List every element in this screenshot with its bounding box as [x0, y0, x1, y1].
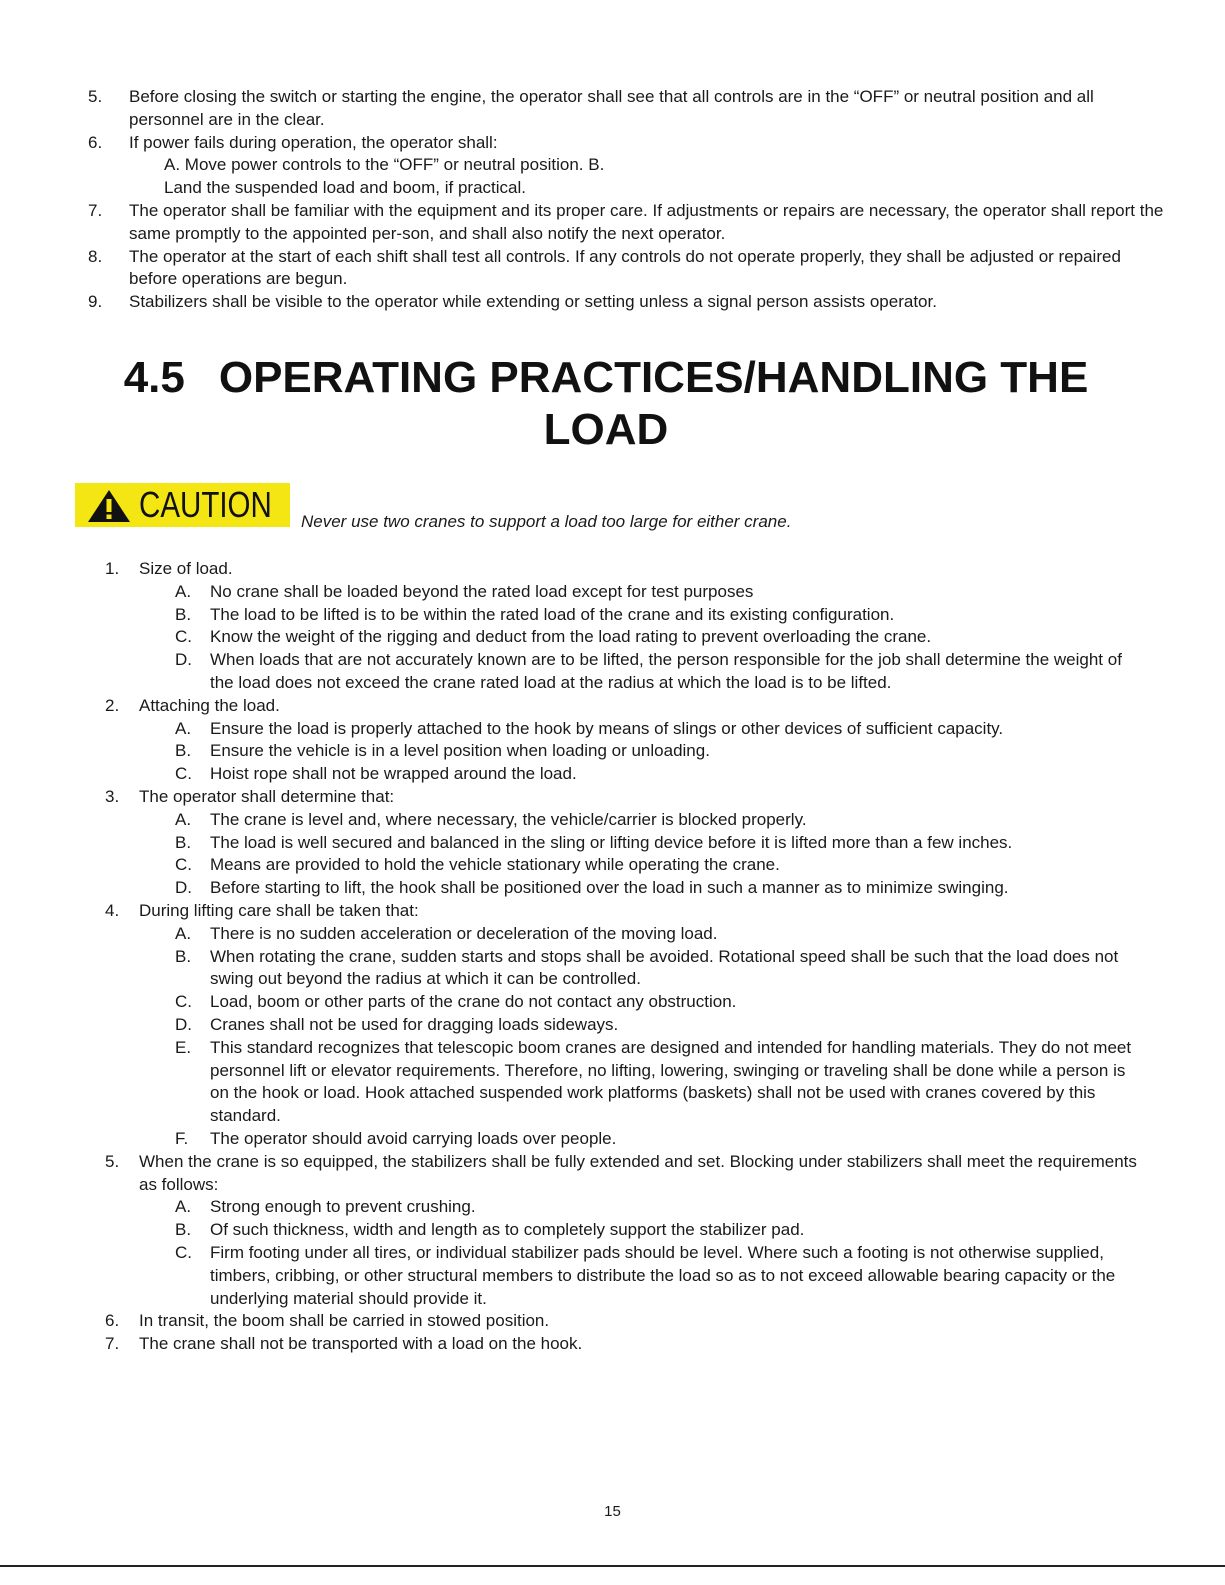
sub-letter: E.	[175, 1037, 192, 1057]
sub-letter: A.	[175, 581, 192, 601]
list-item-text: The operator at the start of each shift shall test all controls. If any controls do not operate properly, they shall be adjusted or repaired before operations are begun.	[129, 246, 1121, 289]
sub-item-text: The load is well secured and balanced in the sling or lifting device before it is lifted more than a few inches.	[210, 832, 1013, 852]
sub-list-item	[105, 718, 1145, 741]
numbered-list	[105, 558, 1145, 1356]
list-item	[105, 786, 1145, 809]
sub-list-item	[105, 923, 1145, 946]
list-number: 6.	[88, 132, 103, 152]
sub-item-text: Cranes shall not be used for dragging loads sideways.	[210, 1014, 619, 1034]
sub-list-item	[105, 604, 1145, 627]
list-item	[105, 1310, 1145, 1333]
sub-item-text: There is no sudden acceleration or deceleration of the moving load.	[210, 923, 718, 943]
list-item	[88, 86, 1168, 132]
sub-list-item	[105, 854, 1145, 877]
list-item-text: The crane shall not be transported with a load on the hook.	[139, 1334, 583, 1354]
list-item	[105, 1333, 1145, 1356]
sub-list-line: Land the suspended load and boom, if practical.	[164, 178, 526, 198]
sub-letter: A.	[175, 923, 192, 943]
sub-letter: C.	[175, 992, 192, 1012]
sub-list-item	[105, 1196, 1145, 1219]
list-item	[88, 291, 1168, 314]
list-item-text: Size of load.	[139, 559, 233, 578]
sub-letter: A.	[175, 809, 192, 829]
caution-badge	[75, 483, 290, 527]
sub-letter: C.	[175, 1242, 192, 1262]
list-item-text: In transit, the boom shall be carried in stowed position.	[139, 1311, 550, 1331]
list-number: 8.	[88, 246, 103, 266]
list-number: 5.	[88, 87, 103, 106]
list-item-text: The operator shall determine that:	[139, 786, 395, 806]
sub-letter: D.	[175, 650, 192, 670]
sub-item-text: Ensure the vehicle is in a level position when loading or unloading.	[210, 741, 710, 761]
sub-letter: C.	[175, 764, 192, 784]
sub-item-text: Hoist rope shall not be wrapped around the load.	[210, 764, 577, 784]
sub-item-text: When loads that are not accurately known are to be lifted, the person responsible for the job shall determine the weight of the load does not exceed the crane rated load at the radius at which the load is to be lifted.	[210, 650, 1122, 692]
sub-item-text: Ensure the load is properly attached to the hook by means of slings or other devices of sufficient capacity.	[210, 718, 1004, 738]
list-number: 3.	[105, 786, 120, 806]
list-item-text: During lifting care shall be taken that:	[139, 900, 419, 920]
sub-list-item	[105, 832, 1145, 855]
list-item	[88, 200, 1168, 246]
continued-list	[88, 86, 1168, 314]
sub-letter: C.	[175, 855, 192, 875]
sub-letter: C.	[175, 627, 192, 647]
sub-item-text: The load to be lifted is to be within the rated load of the crane and its existing configuration.	[210, 604, 895, 624]
list-number: 1.	[105, 559, 120, 578]
sub-item-text: Strong enough to prevent crushing.	[210, 1197, 476, 1217]
warning-triangle-icon	[87, 489, 131, 523]
list-item-text: Before closing the switch or starting the engine, the operator shall see that all controls are in the “OFF” or neutral position and all personnel are in the clear.	[129, 87, 1094, 129]
sub-item-text: The operator should avoid carrying loads over people.	[210, 1128, 617, 1148]
list-number: 5.	[105, 1151, 120, 1171]
sub-letter: B.	[175, 741, 192, 761]
sub-item-text: When rotating the crane, sudden starts and stops shall be avoided. Rotational speed shall be such that the load does not swing out beyond the radius at which it can be controlled.	[210, 946, 1119, 989]
sub-list-item	[105, 626, 1145, 649]
sub-list-item	[105, 991, 1145, 1014]
list-item	[105, 558, 1145, 581]
page-number: 15	[604, 1503, 621, 1520]
list-item	[105, 695, 1145, 718]
list-number: 9.	[88, 292, 103, 312]
list-item	[105, 1151, 1145, 1197]
list-item-text: Stabilizers shall be visible to the operator while extending or setting unless a signal person assists operator.	[129, 292, 937, 312]
sub-letter: A.	[175, 1197, 192, 1217]
list-number: 7.	[105, 1334, 120, 1354]
sub-list-item	[105, 877, 1145, 900]
list-number: 2.	[105, 695, 120, 715]
list-item-text: When the crane is so equipped, the stabilizers shall be fully extended and set. Blocking under stabilizers shall meet the requirements as follows:	[139, 1151, 1137, 1194]
sub-list-item	[105, 581, 1145, 604]
caution-label: CAUTION	[139, 484, 272, 525]
sub-letter: D.	[175, 878, 192, 898]
sub-list-item	[105, 1037, 1145, 1128]
list-item	[88, 246, 1168, 292]
sub-letter: D.	[175, 1014, 192, 1034]
sub-letter: B.	[175, 832, 192, 852]
caution-message: Never use two cranes to support a load too large for either crane.	[301, 512, 792, 531]
sub-list-item	[105, 763, 1145, 786]
sub-list-item	[105, 1219, 1145, 1242]
sub-item-text: This standard recognizes that telescopic boom cranes are designed and intended for handling materials. They do not meet personnel lift or elevator requirements. Therefore, no lifting, lowering, swinging or traveling shall be done while a person is on the hook or load. Hook attached suspended work platforms (baskets) shall not be used with cranes covered by this standard.	[210, 1037, 1132, 1126]
footer-divider	[0, 1565, 1225, 1567]
sub-list-item	[105, 946, 1145, 992]
sub-list-line: A. Move power controls to the “OFF” or neutral position. B.	[164, 155, 605, 175]
sub-item-text: No crane shall be loaded beyond the rated load except for test purposes	[210, 581, 754, 601]
sub-list-item	[105, 1014, 1145, 1037]
list-item-text: Attaching the load.	[139, 695, 280, 715]
sub-item-text: Know the weight of the rigging and deduct from the load rating to prevent overloading the crane.	[210, 627, 932, 647]
sub-item-text: Load, boom or other parts of the crane do not contact any obstruction.	[210, 992, 737, 1012]
sub-list-item	[105, 1242, 1145, 1310]
sub-list-item	[105, 649, 1145, 695]
section-number: 4.5	[123, 353, 185, 402]
sub-letter: B.	[175, 604, 192, 624]
list-item-text: The operator shall be familiar with the equipment and its proper care. If adjustments or repairs are necessary, the operator shall report the same promptly to the appointed per-son, and shall also notify the next operator.	[129, 200, 1164, 243]
list-item-text: If power fails during operation, the operator shall:	[129, 132, 498, 152]
list-number: 7.	[88, 200, 103, 220]
sub-letter: B.	[175, 946, 192, 966]
sub-list-item	[105, 1128, 1145, 1151]
list-item	[88, 132, 1168, 155]
sub-letter: A.	[175, 718, 192, 738]
sub-list-item	[105, 740, 1145, 763]
list-number: 4.	[105, 900, 120, 920]
sub-item-text: Before starting to lift, the hook shall be positioned over the load in such a manner as to minimize swinging.	[210, 878, 1009, 898]
sub-item-text: Of such thickness, width and length as to completely support the stabilizer pad.	[210, 1220, 805, 1240]
sub-item-text: Means are provided to hold the vehicle stationary while operating the crane.	[210, 855, 780, 875]
section-title: OPERATING PRACTICES/HANDLING THE LOAD	[218, 353, 1089, 454]
sub-letter: B.	[175, 1220, 192, 1240]
sub-item-text: Firm footing under all tires, or individual stabilizer pads should be level. Where such a footing is not otherwise supplied, timbers, cribbing, or other structural members to distribute the load so as to not exceed allowable bearing capacity or the underlying material should provide it.	[210, 1242, 1116, 1308]
sub-letter: F.	[175, 1128, 189, 1148]
sub-item-text: The crane is level and, where necessary, the vehicle/carrier is blocked properly.	[210, 809, 807, 829]
section-heading	[60, 352, 1152, 456]
list-item	[105, 900, 1145, 923]
sub-list-item	[105, 809, 1145, 832]
list-number: 6.	[105, 1311, 120, 1331]
